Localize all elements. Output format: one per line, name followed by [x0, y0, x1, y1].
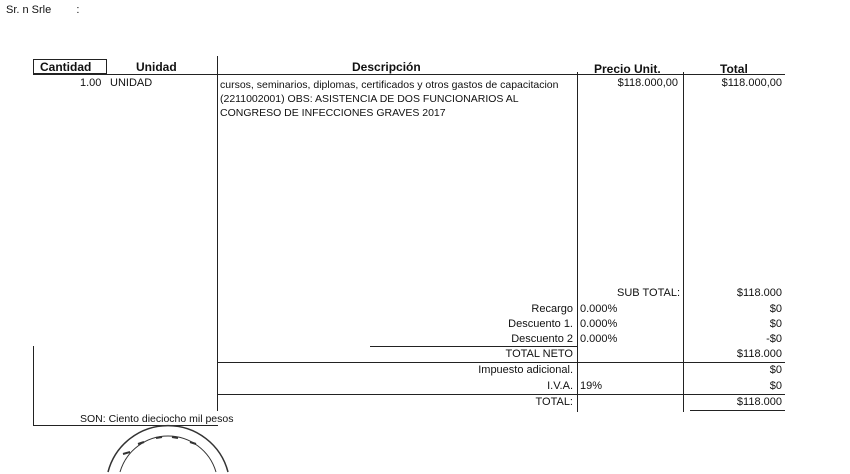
col-total: Total: [720, 62, 748, 76]
desc-right-rule: [577, 72, 578, 412]
item-cantidad: 1.00: [80, 77, 102, 89]
impuesto-label: Impuesto adicional.: [478, 364, 573, 376]
desc-left-rule: [217, 56, 218, 411]
price-right-rule: [683, 72, 684, 412]
iva-value: $0: [769, 380, 782, 392]
subtotal-label: SUB TOTAL:: [617, 287, 680, 299]
neto-label: TOTAL NETO: [505, 348, 573, 360]
cantidad-header-left-rule: [33, 59, 34, 74]
recipient-value: :: [76, 4, 80, 16]
left-bottom-rule: [33, 346, 34, 426]
impuesto-value: $0: [769, 364, 782, 376]
descuento2-label: Descuento 2: [511, 333, 573, 345]
total-value: $118.000: [736, 396, 782, 408]
recipient-label: Sr. n Srle: [6, 4, 52, 16]
recipient-line: [6, 4, 79, 16]
neto-value: $118.000: [736, 348, 782, 360]
col-cantidad: Cantidad: [40, 60, 92, 74]
iva-label: I.V.A.: [547, 380, 573, 392]
item-total: $118.000,00: [721, 77, 782, 89]
item-unidad: UNIDAD: [110, 77, 153, 89]
col-descripcion: Descripción: [352, 60, 421, 74]
total-underline: [690, 410, 785, 411]
descuento2-value: -$0: [766, 333, 782, 345]
item-descripcion: cursos, seminarios, diplomas, certificados y otros gastos de capacitacion (2211002001) OBS: ASISTENCIA DE DOS FUNCIONARIOS AL CONGRESO DE INFECCIONES GRAVES 2017: [220, 79, 559, 119]
iva-pct: 19%: [580, 380, 603, 392]
col-precio: Precio Unit.: [594, 62, 661, 76]
descuento2-pct: 0.000%: [580, 333, 618, 345]
col-unidad: Unidad: [136, 60, 177, 74]
neto-bottom-rule: [218, 362, 785, 363]
total-label: TOTAL:: [535, 396, 573, 408]
header-bottom-rule: [33, 74, 785, 75]
subtotal-value: $118.000: [736, 287, 782, 299]
cantidad-header-right-rule: [106, 59, 107, 74]
iva-bottom-rule: [218, 394, 785, 395]
recargo-pct: 0.000%: [580, 303, 618, 315]
descuento1-label: Descuento 1.: [508, 318, 573, 330]
recargo-value: $0: [769, 303, 782, 315]
descuento1-pct: 0.000%: [580, 318, 618, 330]
neto-top-rule: [370, 346, 577, 347]
recargo-label: Recargo: [531, 303, 573, 315]
son-amount-text: SON: Ciento dieciocho mil pesos: [80, 413, 234, 425]
item-precio: $118.000,00: [617, 77, 678, 89]
descuento1-value: $0: [769, 318, 782, 330]
stamp-seal-icon: [98, 414, 238, 474]
